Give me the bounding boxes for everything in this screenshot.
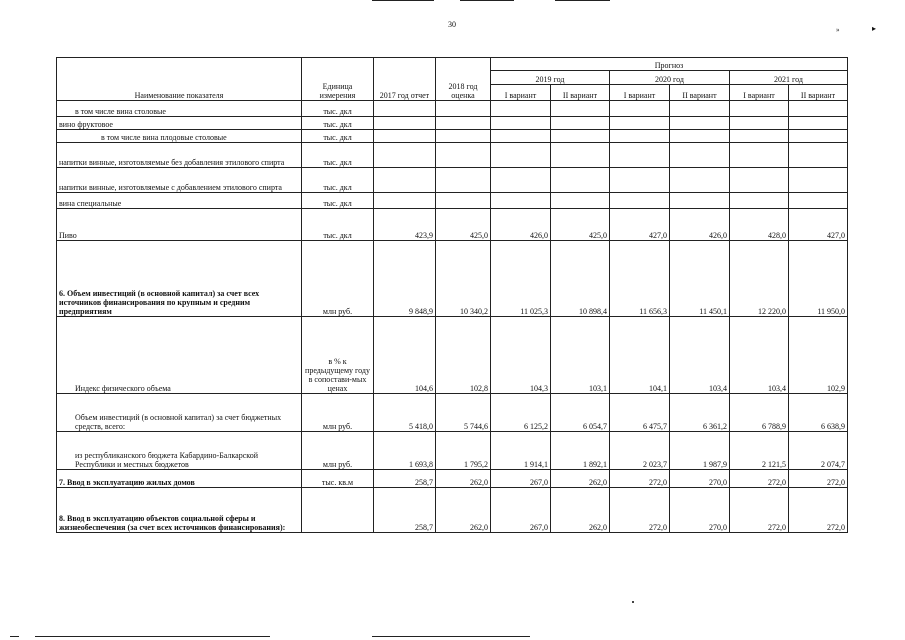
- value-cell: 272,0: [610, 470, 670, 488]
- value-cell: 1 892,1: [551, 432, 610, 470]
- row-unit: тыс. дкл: [302, 193, 374, 209]
- value-cell: 10 340,2: [436, 241, 491, 317]
- value-cell: 12 220,0: [730, 241, 789, 317]
- value-cell: 102,9: [789, 317, 848, 394]
- header-variant-1: I вариант: [610, 85, 670, 101]
- scan-speck: [632, 601, 634, 603]
- value-cell: 262,0: [551, 470, 610, 488]
- row-name: вина специальные: [57, 193, 302, 209]
- value-cell: 11 025,3: [491, 241, 551, 317]
- value-cell: [670, 130, 730, 143]
- value-cell: 10 898,4: [551, 241, 610, 317]
- value-cell: [374, 143, 436, 168]
- header-variant-1: I вариант: [491, 85, 551, 101]
- value-cell: 6 125,2: [491, 394, 551, 432]
- value-cell: 428,0: [730, 209, 789, 241]
- row-name: вино фруктовое: [57, 117, 302, 130]
- row-name: 8. Ввод в эксплуатацию объектов социальной сферы и жизнеобеспечения (за счет всех источников финансирования):: [57, 488, 302, 533]
- table-row: [57, 193, 848, 209]
- value-cell: [491, 101, 551, 117]
- value-cell: [610, 117, 670, 130]
- header-2018: 2018 год оценка: [436, 58, 491, 101]
- header-2017: 2017 год отчет: [374, 58, 436, 101]
- corner-mark: »: [836, 26, 840, 34]
- value-cell: [789, 143, 848, 168]
- value-cell: [730, 117, 789, 130]
- value-cell: 427,0: [789, 209, 848, 241]
- value-cell: [374, 193, 436, 209]
- value-cell: [491, 143, 551, 168]
- value-cell: [610, 143, 670, 168]
- value-cell: 262,0: [551, 488, 610, 533]
- value-cell: 11 656,3: [610, 241, 670, 317]
- header-forecast: Прогноз: [491, 58, 848, 71]
- header-row-1: [57, 58, 848, 71]
- value-cell: 425,0: [436, 209, 491, 241]
- row-unit: млн руб.: [302, 394, 374, 432]
- value-cell: 6 054,7: [551, 394, 610, 432]
- table-row: [57, 101, 848, 117]
- value-cell: [436, 193, 491, 209]
- value-cell: [551, 101, 610, 117]
- row-unit: млн руб.: [302, 432, 374, 470]
- value-cell: [374, 130, 436, 143]
- value-cell: 270,0: [670, 488, 730, 533]
- value-cell: 267,0: [491, 470, 551, 488]
- table-row: [57, 488, 848, 533]
- value-cell: [374, 168, 436, 193]
- row-unit: тыс. дкл: [302, 209, 374, 241]
- value-cell: 272,0: [610, 488, 670, 533]
- value-cell: 102,8: [436, 317, 491, 394]
- value-cell: [436, 130, 491, 143]
- value-cell: 11 950,0: [789, 241, 848, 317]
- header-variant-2: II вариант: [789, 85, 848, 101]
- table-row: [57, 317, 848, 394]
- value-cell: 1 987,9: [670, 432, 730, 470]
- value-cell: [730, 168, 789, 193]
- table-row: [57, 241, 848, 317]
- table-row: [57, 117, 848, 130]
- scan-edge-bottom: [35, 636, 270, 637]
- value-cell: 2 074,7: [789, 432, 848, 470]
- row-name: напитки винные, изготовляемые без добавления этилового спирта: [57, 143, 302, 168]
- value-cell: [789, 193, 848, 209]
- value-cell: [730, 193, 789, 209]
- row-unit: тыс. дкл: [302, 101, 374, 117]
- row-name: Пиво: [57, 209, 302, 241]
- value-cell: [730, 143, 789, 168]
- value-cell: 104,1: [610, 317, 670, 394]
- forecast-table: [56, 57, 848, 533]
- value-cell: [491, 117, 551, 130]
- value-cell: [374, 101, 436, 117]
- value-cell: [551, 117, 610, 130]
- value-cell: [610, 130, 670, 143]
- value-cell: 1 693,8: [374, 432, 436, 470]
- value-cell: 262,0: [436, 488, 491, 533]
- table-row: [57, 394, 848, 432]
- value-cell: 6 361,2: [670, 394, 730, 432]
- row-name: Объем инвестиций (в основной капитал) за счет бюджетных средств, всего:: [57, 394, 302, 432]
- value-cell: 104,3: [491, 317, 551, 394]
- value-cell: [551, 130, 610, 143]
- row-unit: в % к предыдущему году в сопостави-мых ценах: [302, 317, 374, 394]
- row-name: Индекс физического объема: [57, 317, 302, 394]
- value-cell: 258,7: [374, 488, 436, 533]
- value-cell: [436, 101, 491, 117]
- value-cell: 1 914,1: [491, 432, 551, 470]
- value-cell: 272,0: [730, 470, 789, 488]
- value-cell: 103,1: [551, 317, 610, 394]
- row-unit: [302, 488, 374, 533]
- header-variant-1: I вариант: [730, 85, 789, 101]
- row-name: 7. Ввод в эксплуатацию жилых домов: [57, 470, 302, 488]
- value-cell: [730, 130, 789, 143]
- value-cell: [436, 168, 491, 193]
- value-cell: [789, 168, 848, 193]
- value-cell: [551, 193, 610, 209]
- value-cell: [670, 143, 730, 168]
- value-cell: 426,0: [491, 209, 551, 241]
- row-unit: тыс. дкл: [302, 117, 374, 130]
- value-cell: [670, 193, 730, 209]
- value-cell: 104,6: [374, 317, 436, 394]
- value-cell: [610, 193, 670, 209]
- row-unit: тыс. кв.м: [302, 470, 374, 488]
- value-cell: [789, 101, 848, 117]
- value-cell: [789, 117, 848, 130]
- value-cell: 272,0: [789, 488, 848, 533]
- value-cell: [436, 143, 491, 168]
- value-cell: 103,4: [670, 317, 730, 394]
- value-cell: 2 023,7: [610, 432, 670, 470]
- value-cell: 5 418,0: [374, 394, 436, 432]
- row-unit: млн руб.: [302, 241, 374, 317]
- value-cell: 11 450,1: [670, 241, 730, 317]
- value-cell: 270,0: [670, 470, 730, 488]
- row-name: в том числе вина столовые: [57, 101, 302, 117]
- value-cell: [610, 168, 670, 193]
- value-cell: 272,0: [789, 470, 848, 488]
- header-2019: 2019 год: [491, 71, 610, 85]
- value-cell: [491, 130, 551, 143]
- header-variant-2: II вариант: [670, 85, 730, 101]
- value-cell: [491, 168, 551, 193]
- row-unit: тыс. дкл: [302, 130, 374, 143]
- value-cell: 5 744,6: [436, 394, 491, 432]
- table-row: [57, 143, 848, 168]
- value-cell: [374, 117, 436, 130]
- corner-mark-arrow: ▸: [872, 24, 877, 33]
- value-cell: 425,0: [551, 209, 610, 241]
- header-variant-2: II вариант: [551, 85, 610, 101]
- value-cell: [610, 101, 670, 117]
- value-cell: 6 475,7: [610, 394, 670, 432]
- table-row: [57, 168, 848, 193]
- table-row: [57, 130, 848, 143]
- table-row: [57, 432, 848, 470]
- value-cell: [670, 117, 730, 130]
- row-name: из республиканского бюджета Кабардино-Балкарской Республики и местных бюджетов: [57, 432, 302, 470]
- row-unit: тыс. дкл: [302, 143, 374, 168]
- value-cell: 9 848,9: [374, 241, 436, 317]
- row-unit: тыс. дкл: [302, 168, 374, 193]
- value-cell: 258,7: [374, 470, 436, 488]
- row-name: в том числе вина плодовые столовые: [57, 130, 302, 143]
- value-cell: 426,0: [670, 209, 730, 241]
- value-cell: [670, 168, 730, 193]
- scan-edge-top: [555, 0, 610, 1]
- scan-edge-bottom: [10, 636, 19, 637]
- header-2021: 2021 год: [730, 71, 848, 85]
- scan-edge-top: [372, 0, 434, 1]
- value-cell: 267,0: [491, 488, 551, 533]
- table-row: [57, 470, 848, 488]
- value-cell: 423,9: [374, 209, 436, 241]
- value-cell: 427,0: [610, 209, 670, 241]
- value-cell: [789, 130, 848, 143]
- value-cell: 103,4: [730, 317, 789, 394]
- value-cell: 6 788,9: [730, 394, 789, 432]
- value-cell: 1 795,2: [436, 432, 491, 470]
- header-unit: Единица измерения: [302, 58, 374, 101]
- value-cell: 6 638,9: [789, 394, 848, 432]
- value-cell: [670, 101, 730, 117]
- row-name: 6. Объем инвестиций (в основной капитал) за счет всех источников финансирования по крупным и средним предприятиям: [57, 241, 302, 317]
- value-cell: [551, 168, 610, 193]
- scan-edge-top: [460, 0, 514, 1]
- header-2020: 2020 год: [610, 71, 730, 85]
- value-cell: [730, 101, 789, 117]
- scan-edge-bottom: [372, 636, 530, 637]
- table-row: [57, 209, 848, 241]
- value-cell: [491, 193, 551, 209]
- value-cell: [436, 117, 491, 130]
- value-cell: 272,0: [730, 488, 789, 533]
- value-cell: 2 121,5: [730, 432, 789, 470]
- header-name: Наименование показателя: [57, 58, 302, 101]
- value-cell: 262,0: [436, 470, 491, 488]
- page-number: 30: [448, 20, 456, 29]
- row-name: напитки винные, изготовляемые с добавлением этилового спирта: [57, 168, 302, 193]
- value-cell: [551, 143, 610, 168]
